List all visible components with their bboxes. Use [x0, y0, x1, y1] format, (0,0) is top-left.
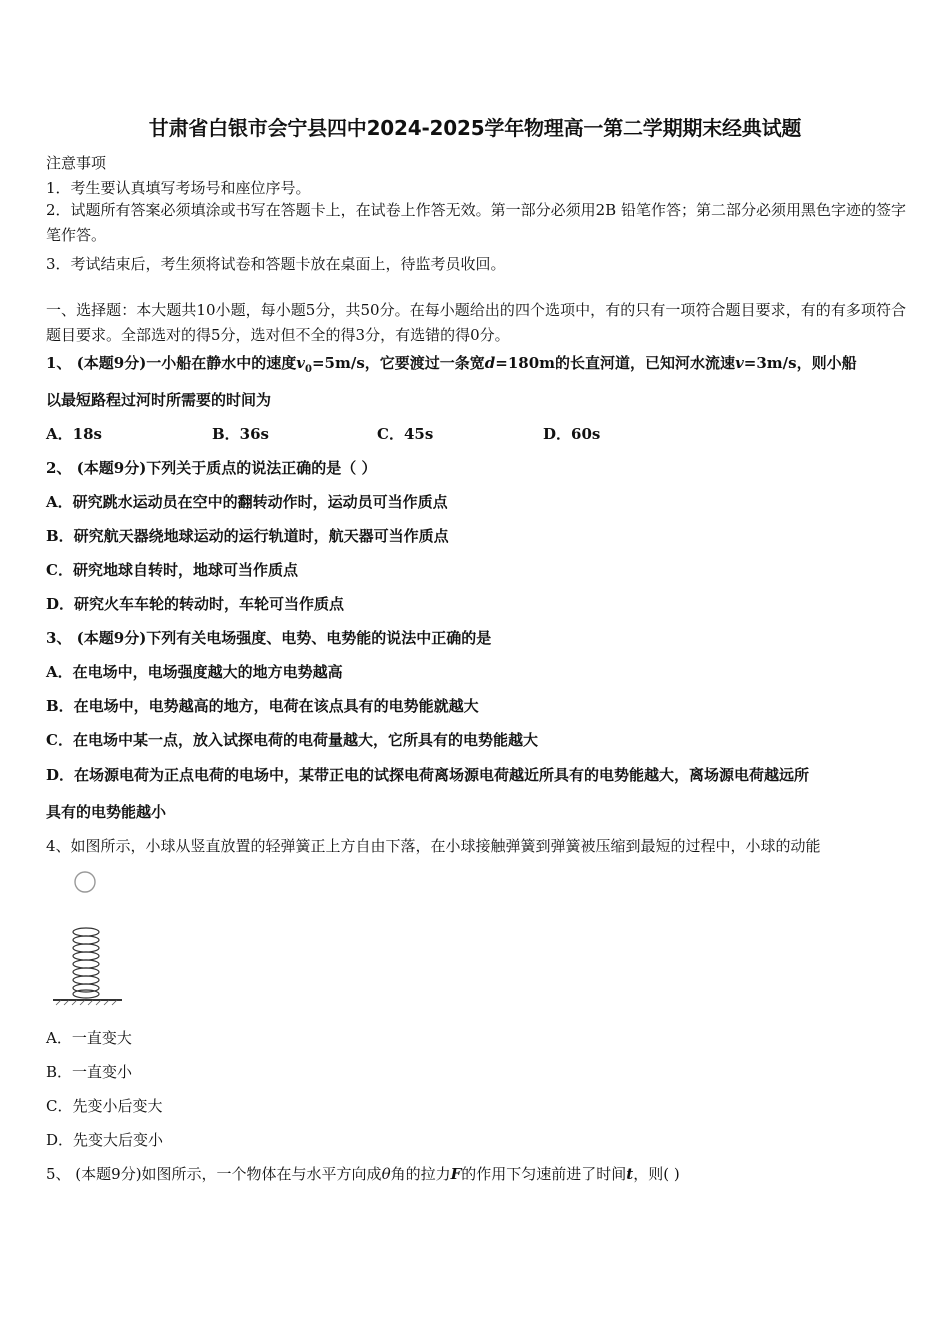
q1-option-d: D．60s — [543, 425, 601, 443]
q5-stem-part3: 的作用下匀速前进了时间 — [461, 1165, 627, 1183]
q2-option-b: B．研究航天器绕地球运动的运行轨道时，航天器可当作质点 — [46, 527, 449, 545]
q3-option-a: A．在电场中，电场强度越大的地方电势越高 — [46, 663, 343, 681]
spring-coils — [73, 928, 99, 998]
q3-option-b: B．在电场中，电势越高的地方，电荷在该点具有的电势能就越大 — [46, 697, 479, 715]
q1-stem-part3: =180m的长直河道，已知河水流速 — [495, 354, 736, 372]
q1-stem-part4: =3m/s，则小船 — [743, 354, 857, 372]
q3-option-d-cont: 具有的电势能越小 — [46, 803, 167, 821]
spring-ball-figure — [50, 868, 125, 1008]
notice-item-3: 3．考试结束后，考生须将试卷和答题卡放在桌面上，待监考员收回。 — [46, 255, 506, 273]
notice-item-1: 1．考生要认真填写考场号和座位序号。 — [46, 179, 311, 197]
section-intro: 一、选择题：本大题共10小题，每小题5分，共50分。在每小题给出的四个选项中，有的只有一项符合题目要求，有的有多项符合题目要求。全部选对的得5分，选对但不全的得3分，有选错的得0分。 — [46, 301, 906, 344]
q5-stem — [46, 1163, 680, 1184]
q2-option-a: A．研究跳水运动员在空中的翻转动作时，运动员可当作质点 — [46, 493, 448, 511]
q3-option-c: C．在电场中某一点，放入试探电荷的电荷量越大，它所具有的电势能越大 — [46, 731, 538, 749]
q1-stem-part1: 1、 (本题9分)一小船在静水中的速度 — [46, 354, 297, 372]
q1-v0: v — [296, 354, 306, 372]
q3-option-d: D．在场源电荷为正点电荷的电场中，某带正电的试探电荷离场源电荷越近所具有的电势能越大，离场源电荷越远所 — [46, 766, 810, 784]
ball-shape — [75, 872, 95, 892]
q5-F: F — [450, 1165, 462, 1183]
q1-option-c: C．45s — [377, 425, 434, 443]
notice-heading: 注意事项 — [46, 154, 107, 172]
page-title: 甘肃省白银市会宁县四中2024-2025学年物理高一第二学期期末经典试题 — [148, 116, 802, 140]
q1-v0-sub: 0 — [305, 364, 312, 375]
q1-option-a: A．18s — [46, 425, 102, 443]
q1-stem-line2: 以最短路程过河时所需要的时间为 — [46, 391, 272, 409]
q4-stem: 4、如图所示，小球从竖直放置的轻弹簧正上方自由下落，在小球接触弹簧到弹簧被压缩到最短的过程中，小球的动能 — [46, 837, 821, 855]
q1-stem-part2: =5m/s，它要渡过一条宽 — [311, 354, 485, 372]
q4-option-d: D．先变大后变小 — [46, 1131, 164, 1149]
q1-stem — [46, 352, 857, 375]
q5-t: t — [626, 1165, 634, 1183]
q3-stem: 3、 (本题9分)下列有关电场强度、电势、电势能的说法中正确的是 — [46, 629, 492, 647]
q4-option-a: A．一直变大 — [46, 1029, 132, 1047]
q4-option-c: C．先变小后变大 — [46, 1097, 163, 1115]
q5-stem-part1: 5、 (本题9分)如图所示，一个物体在与水平方向成 — [46, 1165, 382, 1183]
q2-option-c: C．研究地球自转时，地球可当作质点 — [46, 561, 298, 579]
q2-option-d: D．研究火车车轮的转动时，车轮可当作质点 — [46, 595, 345, 613]
q5-theta: θ — [381, 1165, 391, 1183]
spring-ball-diagram — [50, 868, 125, 1008]
q4-option-b: B．一直变小 — [46, 1063, 133, 1081]
q1-v: v — [735, 354, 744, 372]
q5-stem-part2: 角的拉力 — [390, 1165, 451, 1183]
q1-option-b: B．36s — [212, 425, 269, 443]
q2-stem: 2、 (本题9分)下列关于质点的说法正确的是（ ） — [46, 459, 377, 477]
notice-item-2: 2．试题所有答案必须填涂或书写在答题卡上，在试卷上作答无效。第一部分必须用2B 铅笔作答；第二部分必须用黑色字迹的签字笔作答。 — [46, 201, 906, 244]
q1-d: d — [484, 354, 496, 372]
q5-stem-part4: ，则( ) — [633, 1165, 680, 1183]
